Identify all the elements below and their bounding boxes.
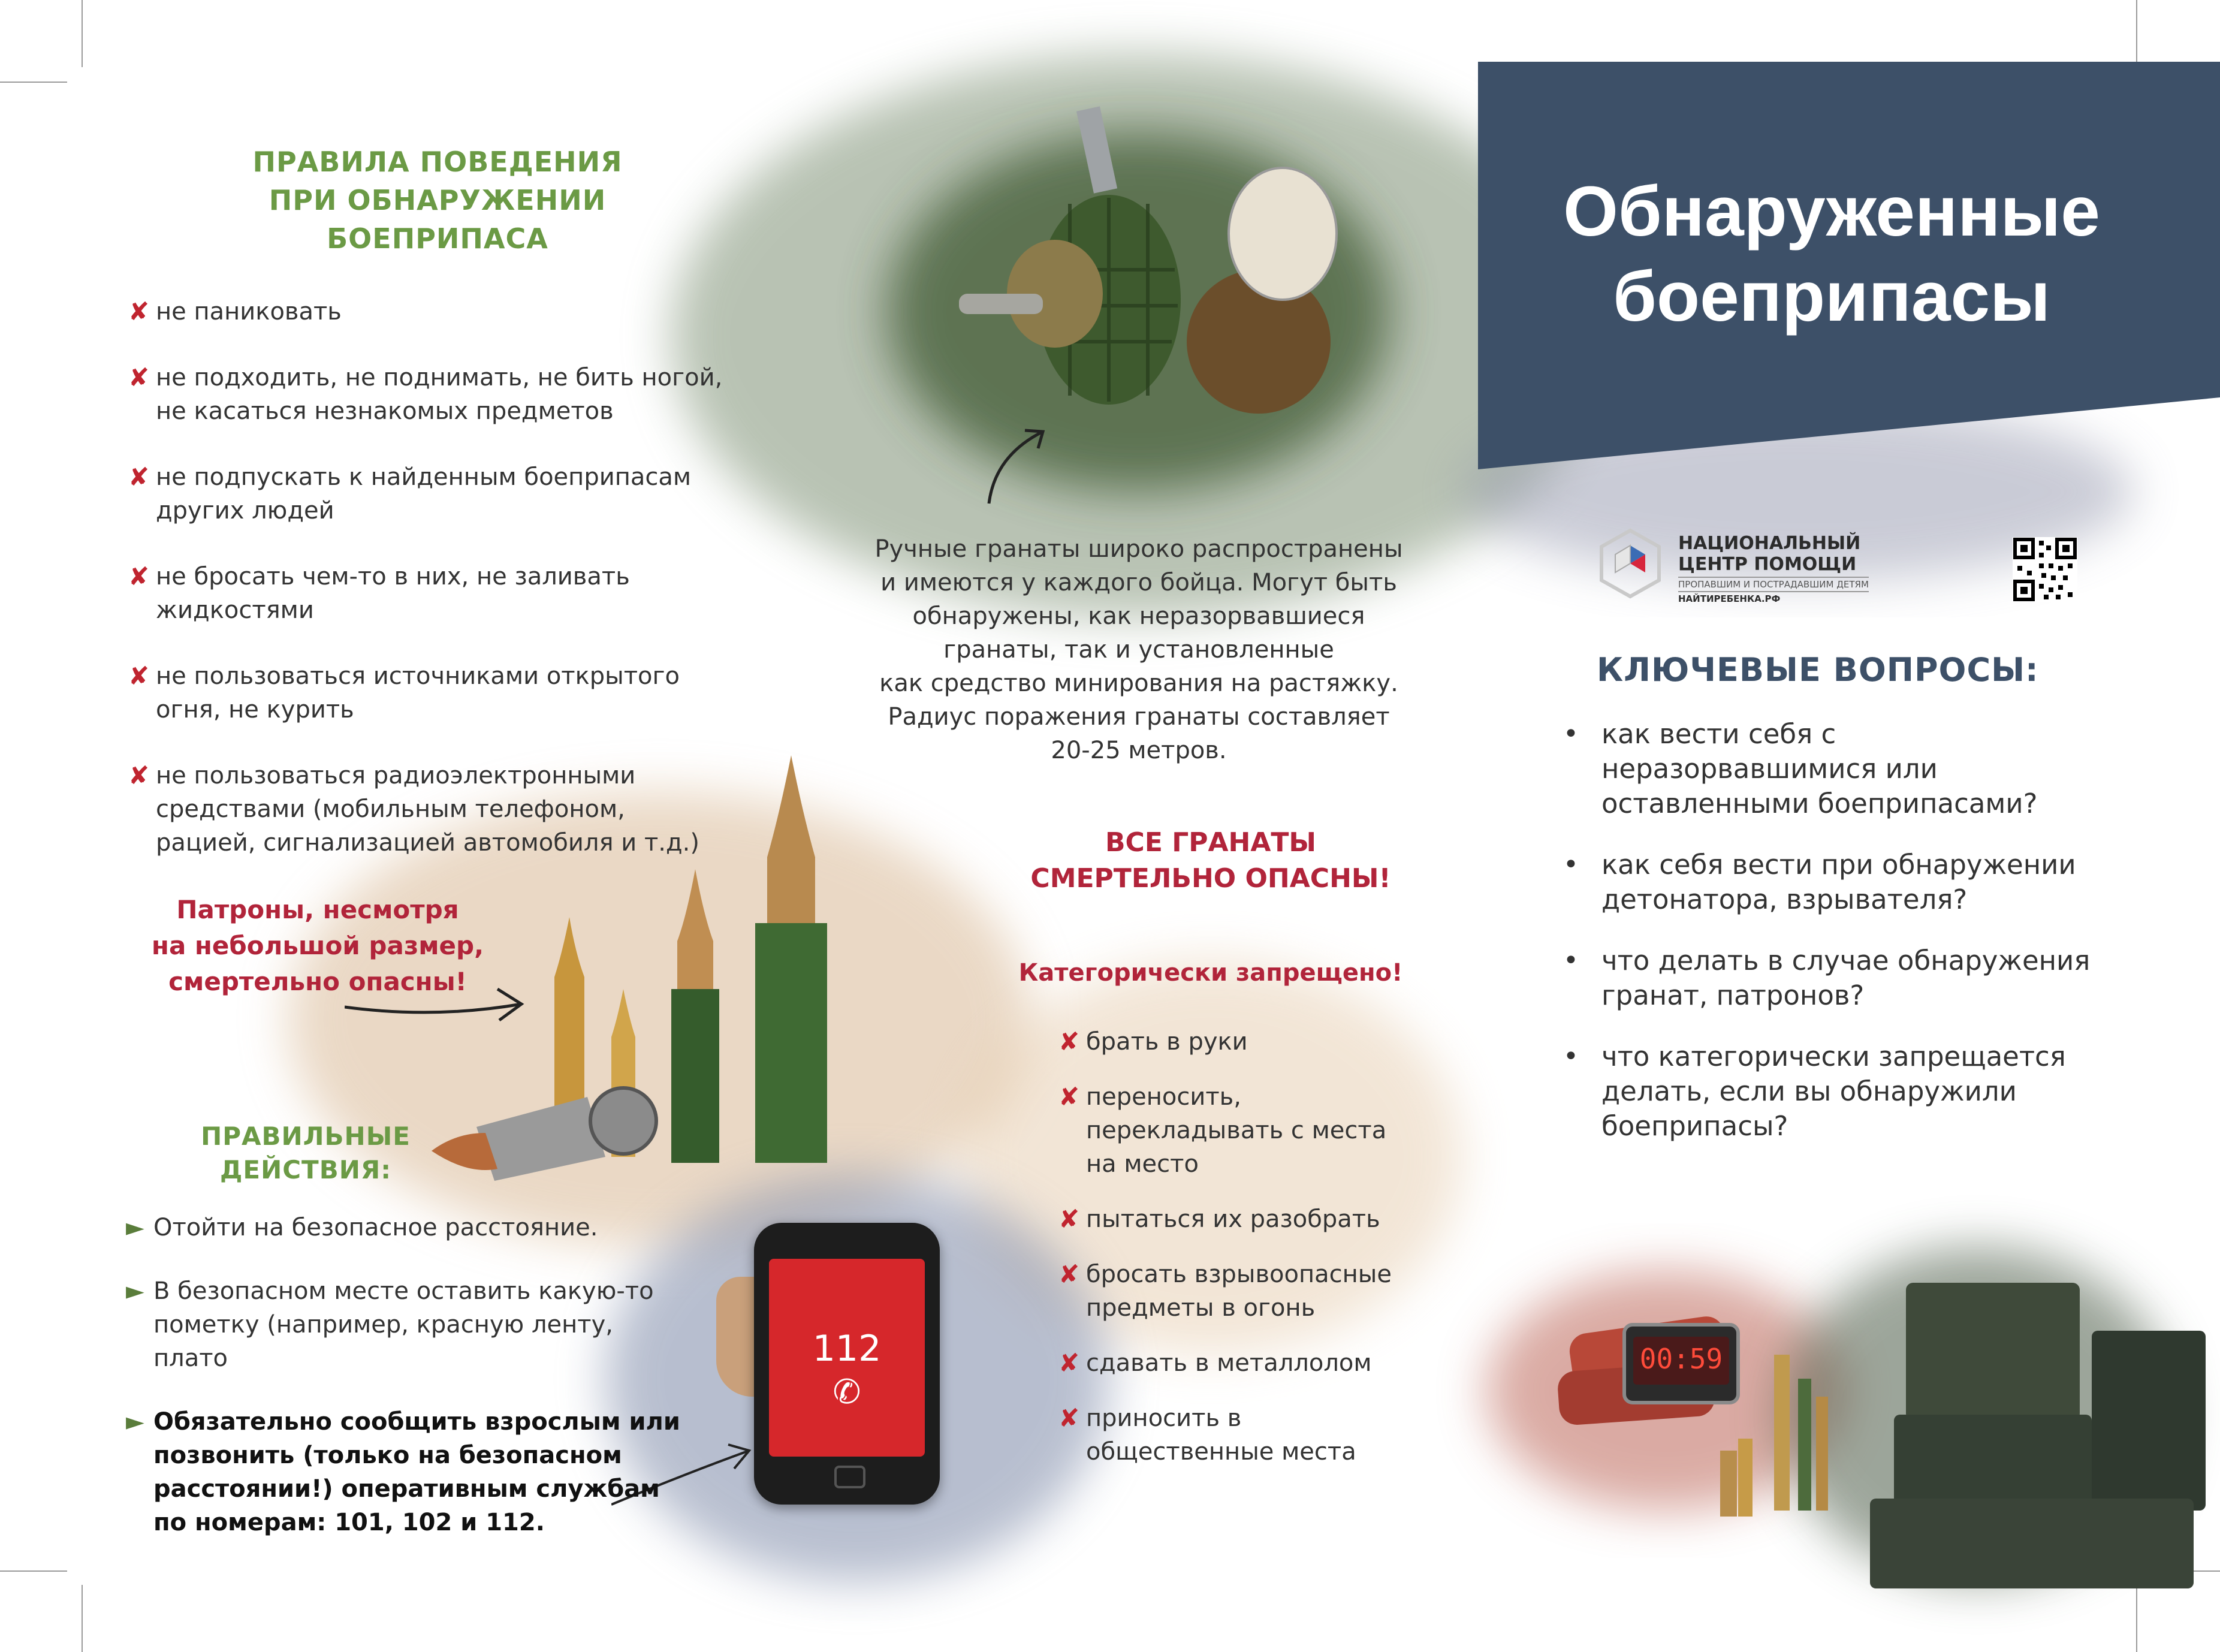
correct-actions-heading: ПРАВИЛЬНЫЕ ДЕЙСТВИЯ: xyxy=(201,1122,411,1184)
prohibited-text: сдавать в металлолом xyxy=(1086,1349,1372,1377)
x-mark-icon: ✘ xyxy=(128,661,150,691)
question-text: что делать в случае обнаружения гранат, патронов? xyxy=(1601,945,2091,1011)
prohibited-text: брать в руки xyxy=(1086,1028,1248,1056)
prohibited-text: бросать взрывоопасные предметы в огонь xyxy=(1086,1261,1392,1322)
grenades-illustration xyxy=(935,102,1390,414)
list-item xyxy=(126,1405,701,1539)
x-mark-icon: ✘ xyxy=(1058,1204,1080,1234)
pointer-arrow xyxy=(983,420,1055,510)
prohibited-text: приносить в общественные места xyxy=(1086,1404,1356,1466)
org-name-line2: ЦЕНТР ПОМОЩИ xyxy=(1678,554,1857,575)
grenades-description: Ручные гранаты широко распространены и имеются у каждого бойца. Могут быть обнаружены, как неразорвавшиеся гранаты, так и установленные как средство минирования на растяжку. Радиус поражения гранаты составляет 20-25 метров. xyxy=(874,535,1403,764)
bullet-icon: • xyxy=(1563,945,1579,976)
rule-text: не пользоваться радиоэлектронными средствами (мобильным телефоном, рацией, сигнализацией автомобиля и т.д.) xyxy=(156,762,699,857)
list-item xyxy=(128,460,740,527)
action-text: Обязательно сообщить взрослым или позвонить (только на безопасном расстоянии!) оперативным службам по номерам: 101, 102 и 112. xyxy=(153,1408,680,1536)
rule-text: не бросать чем-то в них, не заливать жидкостями xyxy=(156,563,630,624)
rule-text: не подходить, не поднимать, не бить ногой, не касаться незнакомых предметов xyxy=(156,364,723,425)
key-questions-heading: КЛЮЧЕВЫЕ ВОПРОСЫ: xyxy=(1597,651,2039,689)
rules-heading: ПРАВИЛА ПОВЕДЕНИЯ ПРИ ОБНАРУЖЕНИИ БОЕПРИПАСА xyxy=(252,146,623,255)
org-subtitle: ПРОПАВШИМ И ПОСТРАДАВШИМ ДЕТЯМ xyxy=(1678,577,1869,592)
list-item xyxy=(126,1211,701,1244)
list-item xyxy=(1058,1258,1442,1325)
grenades-warning: ВСЕ ГРАНАТЫ СМЕРТЕЛЬНО ОПАСНЫ! xyxy=(1030,827,1391,894)
arrow-bullet-icon: ► xyxy=(126,1408,144,1436)
rule-text: не паниковать xyxy=(156,298,342,325)
list-item xyxy=(1058,1080,1442,1181)
action-text: Отойти на безопасное расстояние. xyxy=(153,1214,598,1241)
x-mark-icon: ✘ xyxy=(128,462,150,492)
correct-actions-list xyxy=(126,1211,701,1572)
list-item xyxy=(128,295,740,328)
brochure-title: Обнаруженные боеприпасы xyxy=(1563,172,2100,336)
emergency-number: 112 xyxy=(812,1328,882,1370)
prohibited-heading: Категорически запрещено! xyxy=(1018,959,1403,987)
list-item xyxy=(128,361,740,428)
list-item xyxy=(1058,1346,1442,1380)
list-item xyxy=(1058,1401,1442,1469)
rules-list xyxy=(128,295,740,892)
list-item xyxy=(126,1274,701,1375)
prohibited-text: переносить, перекладывать с места на место xyxy=(1086,1083,1387,1178)
cartridges-warning: Патроны, несмотря на небольшой размер, смертельно опасны! xyxy=(151,895,484,996)
bullet-icon: • xyxy=(1563,719,1579,749)
list-item xyxy=(1563,943,2103,1013)
rule-text: не пользоваться источниками открытого огня, не курить xyxy=(156,662,680,723)
timer-display: 00:59 xyxy=(1639,1343,1723,1375)
list-item xyxy=(128,759,740,860)
arrow-bullet-icon: ► xyxy=(126,1277,144,1305)
list-item xyxy=(128,560,740,627)
x-mark-icon: ✘ xyxy=(1058,1027,1080,1056)
prohibited-text: пытаться их разобрать xyxy=(1086,1205,1380,1233)
list-item xyxy=(1563,717,2103,821)
rule-text: не подпускать к найденным боеприпасам других людей xyxy=(156,463,692,524)
org-name-line1: НАЦИОНАЛЬНЫЙ xyxy=(1678,533,1861,554)
org-logo-icon xyxy=(1594,527,1666,599)
x-mark-icon: ✘ xyxy=(1058,1348,1080,1377)
x-mark-icon: ✘ xyxy=(128,363,150,392)
x-mark-icon: ✘ xyxy=(128,562,150,591)
x-mark-icon: ✘ xyxy=(128,761,150,790)
explosives-illustration xyxy=(1534,1259,2206,1594)
bullet-icon: • xyxy=(1563,1041,1579,1072)
action-text: В безопасном месте оставить какую-то пометку (например, красную ленту, плато xyxy=(153,1277,654,1372)
arrow-bullet-icon: ► xyxy=(126,1214,144,1241)
list-item xyxy=(1563,1039,2103,1144)
question-text: что категорически запрещается делать, если вы обнаружили боеприпасы? xyxy=(1601,1041,2066,1142)
prohibited-list xyxy=(1058,1025,1442,1490)
bullet-icon: • xyxy=(1563,849,1579,880)
question-text: как себя вести при обнаружении детонатора, взрывателя? xyxy=(1601,849,2076,915)
phone-home-button xyxy=(834,1466,865,1488)
key-questions-list xyxy=(1563,717,2103,1170)
list-item xyxy=(1563,848,2103,917)
x-mark-icon: ✘ xyxy=(1058,1403,1080,1433)
question-text: как вести себя с неразорвавшимися или оставленными боеприпасами? xyxy=(1601,718,2038,819)
x-mark-icon: ✘ xyxy=(1058,1259,1080,1289)
list-item xyxy=(1058,1202,1442,1236)
list-item xyxy=(128,659,740,726)
qr-code[interactable] xyxy=(2013,537,2077,602)
org-website-link[interactable]: НАЙТИРЕБЕНКА.РФ xyxy=(1678,593,1781,604)
x-mark-icon: ✘ xyxy=(128,297,150,326)
phone-call-icon: ✆ xyxy=(832,1373,861,1412)
x-mark-icon: ✘ xyxy=(1058,1082,1080,1111)
list-item xyxy=(1058,1025,1442,1059)
